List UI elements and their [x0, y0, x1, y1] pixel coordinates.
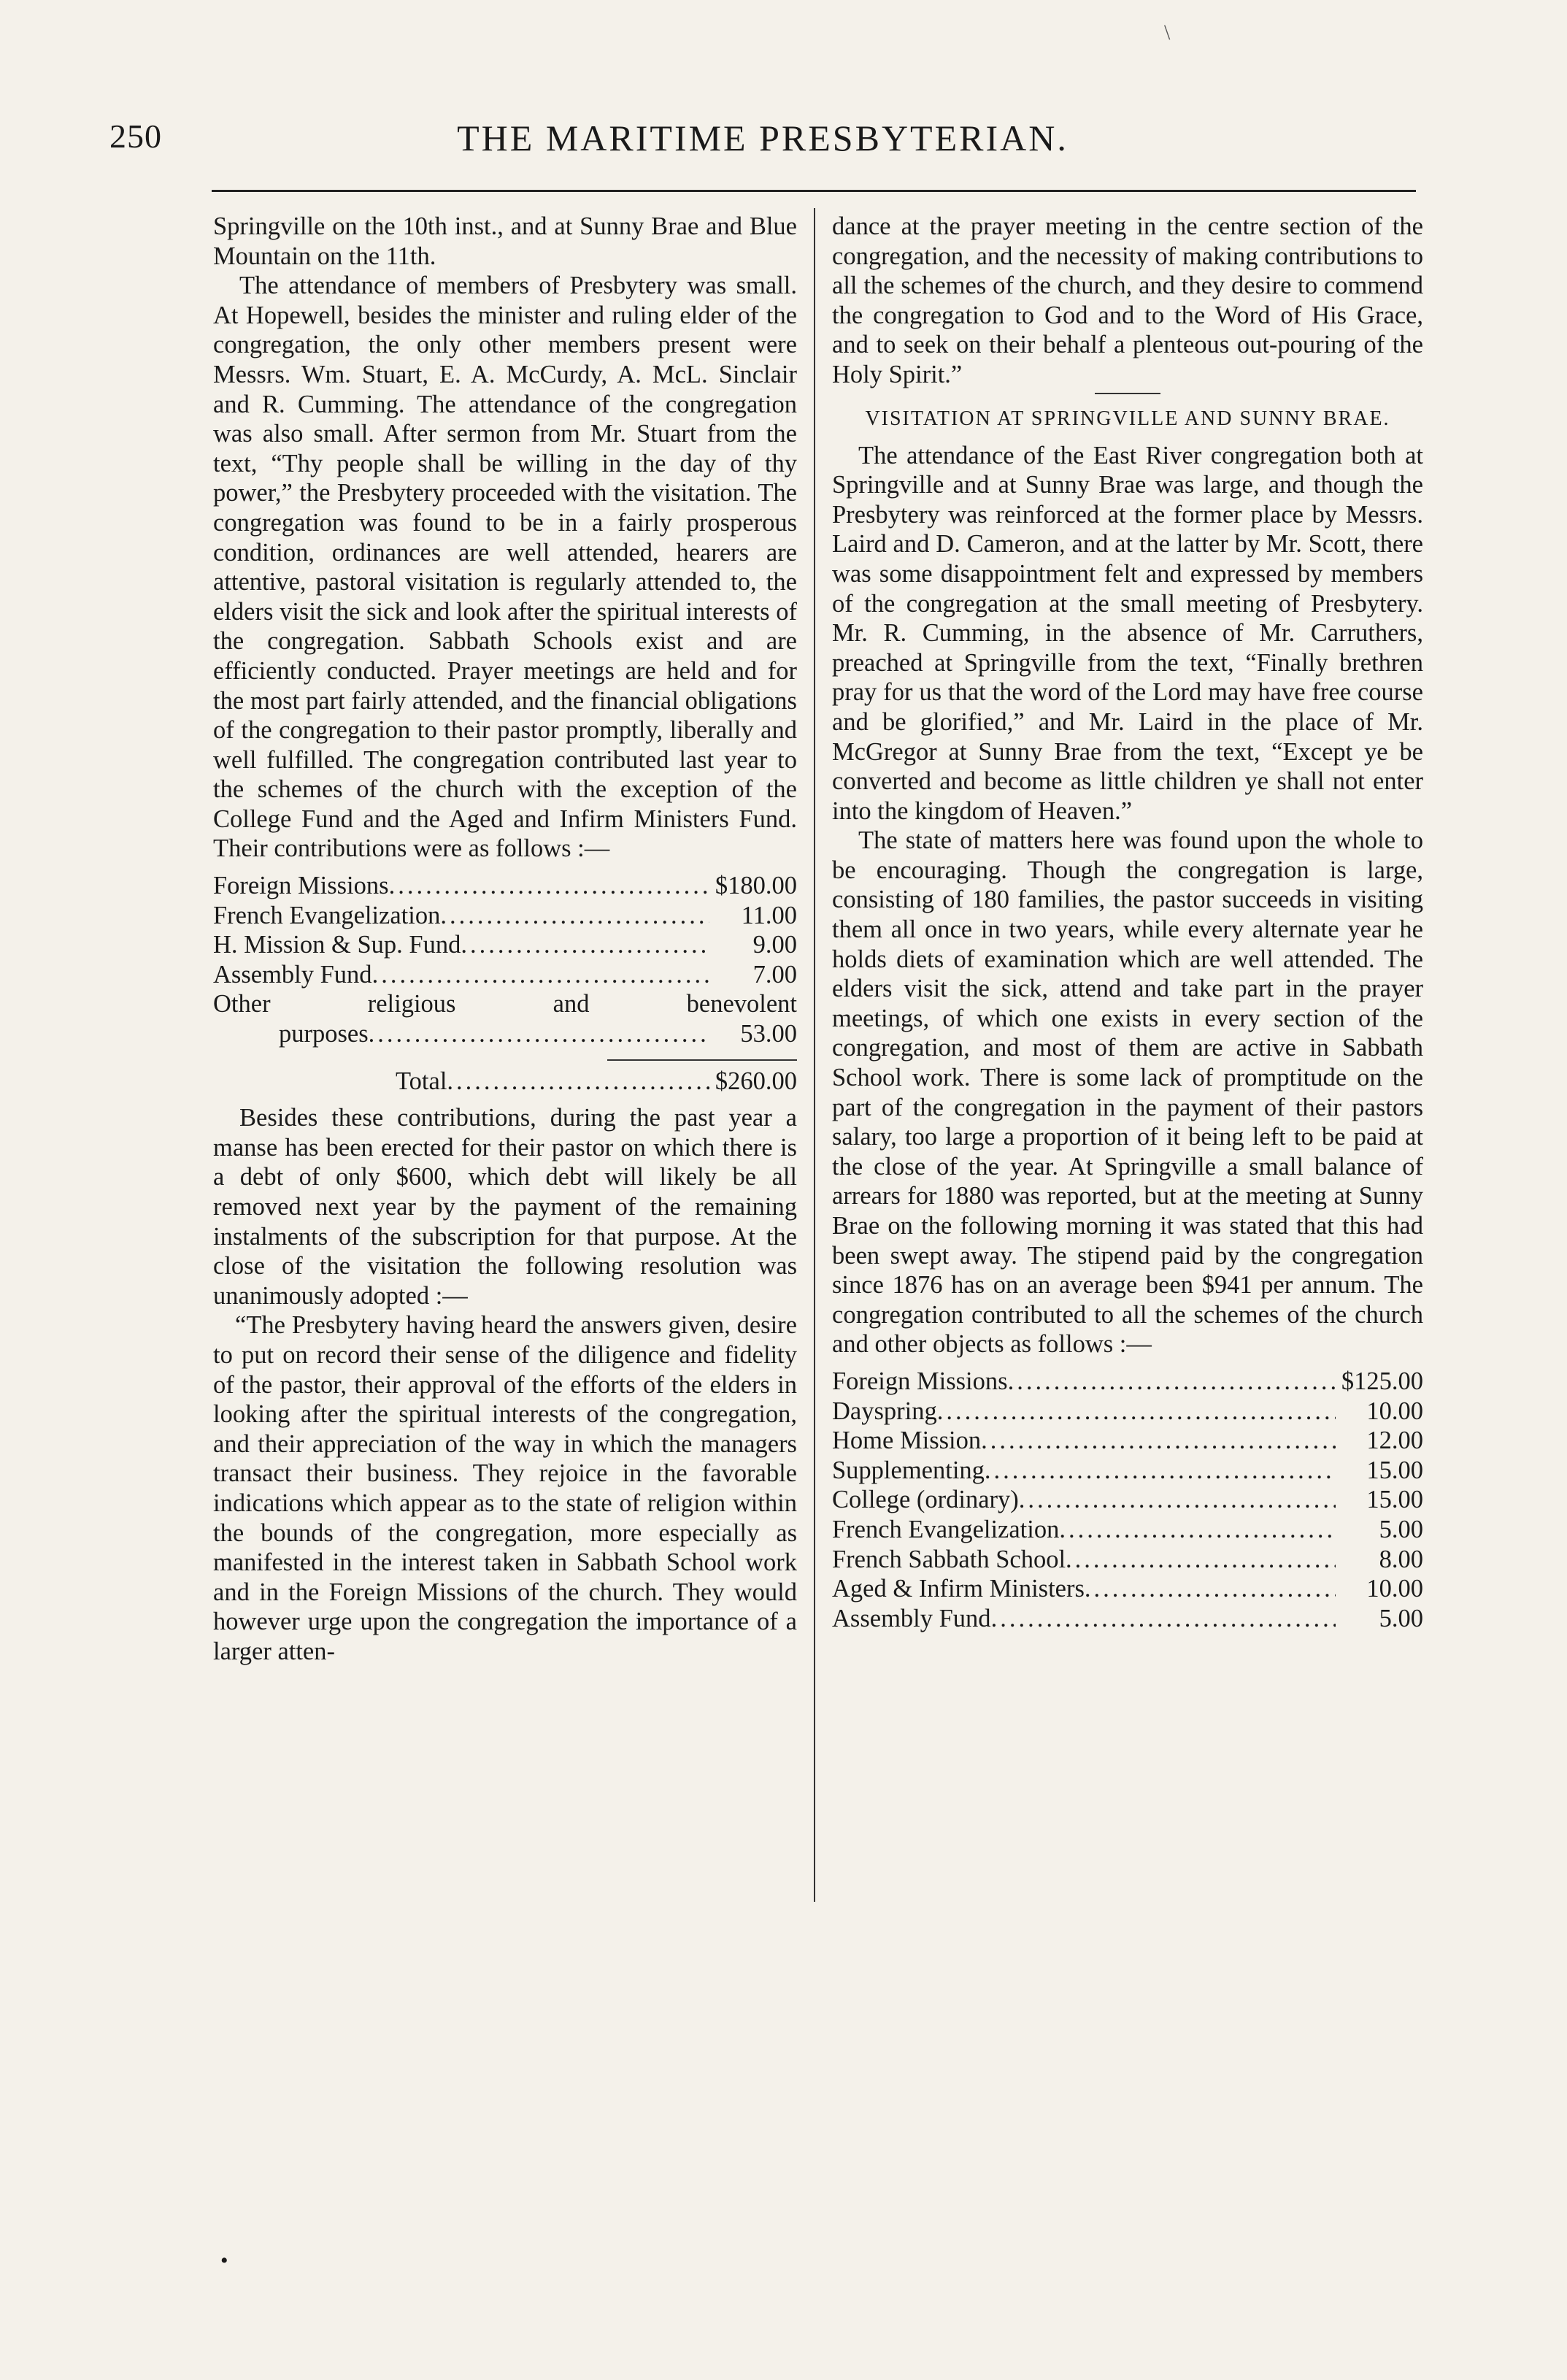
contributions-ledger [832, 1367, 1423, 1633]
running-title: THE MARITIME PRESBYTERIAN. [457, 118, 1069, 158]
ledger-row [213, 901, 797, 931]
ledger-label: French Evangelization [832, 1515, 1060, 1543]
resolution-quote: “The Presbytery having heard the answers given, desire to put on record their sense of the diligence and fidelity of the pastor, their approval of the efforts of the elders in looking after the spiritual interests of the congregation, and their appreciation of the way in which the managers transact their business. They rejoice in the favorable indications which appear as to the state of religion within the bounds of the congregation, more especially as manifested in the interest taken in Sabbath School work and in the Foreign Missions of the church. They would however urge upon the congregation the importance of a larger atten- [213, 1311, 797, 1665]
ledger-row [832, 1604, 1423, 1634]
ledger-amount: 5.00 [1379, 1604, 1423, 1632]
paragraph: dance at the prayer meeting in the centre section of the congregation, and the necessity of making contributions to all the schemes of the church, and they desire to commend the congregation to God and to the Word of His Grace, and to seek on their behalf a plenteous out-pouring of the Holy Spirit.” [832, 212, 1423, 388]
ledger-label: Aged & Infirm Ministers [832, 1575, 1085, 1603]
ledger-row [832, 1397, 1423, 1427]
paragraph: The state of matters here was found upon the whole to be encouraging. Though the congregation is large, consisting of 180 families, the pastor succeeds in visiting them all once in two years, while every alternate year he holds diets of examination which are well attended. The elders visit the sick, attend and take part in the prayer meetings, of which one exists in every section of the congregation, and most of them are active in Sabbath School work. There is some lack of promptitude on the part of the congregation in the payment of their pastors salary, too large a proportion of it being left to be paid at the close of the year. At Springville a small balance of arrears for 1880 was reported, but at the meeting at Sunny Brae on the following morning it was stated that this had been swept away. The stipend paid by the congregation since 1876 has on an average been $941 per annum. The congregation contributed to all the schemes of the church and other objects as follows :— [832, 826, 1423, 1359]
ledger-total-row [213, 1067, 797, 1097]
total-amount: $260.00 [715, 1067, 797, 1095]
ledger-amount: 9.00 [752, 931, 797, 959]
ledger-amount: 11.00 [741, 901, 797, 929]
section-heading: VISITATION AT SPRINGVILLE AND SUNNY BRAE. [865, 407, 1390, 430]
ledger-amount: 8.00 [1379, 1545, 1423, 1573]
ledger-row [832, 1426, 1423, 1456]
section-rule [1095, 393, 1160, 394]
ledger-row [213, 930, 797, 960]
total-rule [607, 1059, 797, 1061]
ledger-amount: 15.00 [1366, 1456, 1423, 1484]
contributions-ledger [213, 871, 797, 1096]
ledger-label: French Sabbath School [832, 1545, 1066, 1573]
paragraph: Besides these contributions, during the past year a manse has been erected for their pastor on which there is a debt of only $600, which debt will likely be all removed next year by the payment of the remaining instalments of the subscription for that purpose. At the close of the visitation the following resolution was unanimously adopted :— [213, 1104, 797, 1310]
page-number: 250 [109, 118, 162, 155]
right-column [832, 212, 1423, 1633]
ledger-amount: 10.00 [1366, 1575, 1423, 1603]
ledger-label: Supplementing [832, 1456, 985, 1484]
paragraph: The attendance of the East River congregation both at Springville and at Sunny Brae was large, and though the Presbytery was reinforced at the former place by Messrs. Laird and D. Cameron, and at the latter by Mr. Scott, there was some disappointment felt and expressed by members of the congregation at the small meeting of Presbytery. Mr. R. Cumming, in the absence of Mr. Carruthers, preached at Springville from the text, “Finally brethren pray for us that the word of the Lord may have free course and be glorified,” and Mr. Laird in the place of Mr. McGregor at Sunny Brae from the text, “Except ye be converted and become as little children ye shall not enter into the kingdom of Heaven.” [832, 441, 1423, 825]
ledger-label: H. Mission & Sup. Fund [213, 931, 461, 959]
ledger-label: Assembly Fund [213, 960, 372, 989]
ledger-amount: 7.00 [752, 960, 797, 989]
ledger-row [832, 1515, 1423, 1545]
left-column [213, 212, 797, 1667]
ledger-row [832, 1367, 1423, 1397]
ledger-label: College (ordinary) [832, 1486, 1019, 1514]
ledger-amount: 5.00 [1379, 1515, 1423, 1543]
ledger-row [832, 1545, 1423, 1575]
ledger-row [213, 871, 797, 901]
ledger-label: Foreign Missions [832, 1367, 1008, 1395]
header-rule [212, 190, 1416, 192]
ledger-amount: 53.00 [740, 1020, 797, 1048]
stray-ink-mark: • [220, 2249, 228, 2273]
ledger-amount: $125.00 [1341, 1367, 1423, 1395]
ledger-label: Other religious and benevolent [213, 990, 797, 1018]
paragraph: The attendance of members of Presbytery was small. At Hopewell, besides the minister and ruling elder of the congregation, the only other members present were Messrs. Wm. Stuart, E. A. McCurdy, A. McL. Sinclair and R. Cumming. The attendance of the congregation was also small. After sermon from Mr. Stuart from the text, “Thy people shall be willing in the day of thy power,” the Presbytery proceeded with the visitation. The congregation was found to be in a fairly prosperous condition, ordinances are well attended, hearers are attentive, pastoral visitation is regularly attended to, the elders visit the sick and look after the spiritual interests of the congregation. Sabbath Schools exist and are efficiently conducted. Prayer meetings are held and for the most part fairly attended, and the financial obligations of the congregation to their pastor promptly, liberally and well fulfilled. The congregation contributed last year to the schemes of the church with the exception of the College Fund and the Aged and Infirm Ministers Fund. Their contributions were as follows :— [213, 272, 797, 863]
ledger-label: Assembly Fund [832, 1604, 991, 1632]
paragraph: Springville on the 10th inst., and at Sunny Brae and Blue Mountain on the 11th. [213, 212, 797, 270]
ledger-row [213, 960, 797, 990]
ledger-label: French Evangelization [213, 901, 441, 929]
column-divider [814, 208, 815, 1902]
ledger-label: Home Mission [832, 1427, 982, 1455]
ledger-amount: 15.00 [1366, 1486, 1423, 1514]
total-label: Total [396, 1067, 447, 1095]
ledger-label: purposes [279, 1020, 369, 1048]
ledger-row [832, 1456, 1423, 1486]
page-header [109, 117, 1416, 175]
ledger-label: Foreign Missions [213, 872, 389, 900]
ledger-amount: $180.00 [715, 872, 797, 900]
ledger-amount: 12.00 [1366, 1427, 1423, 1455]
ledger-row [832, 1485, 1423, 1515]
ledger-amount: 10.00 [1366, 1397, 1423, 1425]
margin-mark: \ [1164, 20, 1171, 45]
ledger-label: Dayspring [832, 1397, 937, 1425]
ledger-row [832, 1574, 1423, 1604]
ledger-row [213, 1019, 797, 1049]
